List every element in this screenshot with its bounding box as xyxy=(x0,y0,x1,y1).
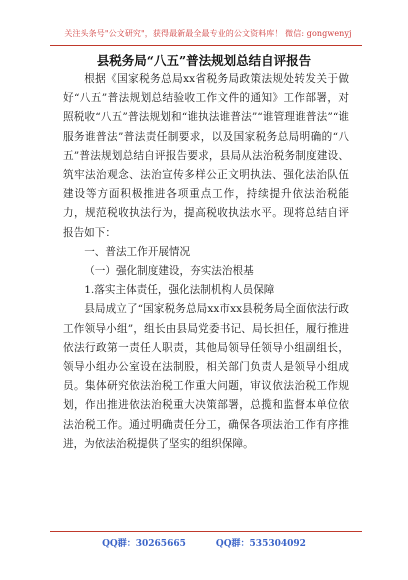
item-heading: 1.落实主体责任，强化法制机构人员保障 xyxy=(84,284,275,297)
subsection-heading: （一）强化制度建设，夯实法治根基 xyxy=(84,265,254,278)
bottom-divider xyxy=(50,531,362,532)
top-banner: 关注头条号"公文研究"，获得最新最全最专业的公文资料库！ 微信: gongwenyj xyxy=(64,29,352,38)
footer-qq-group-1: QQ群：30265665 xyxy=(102,539,186,549)
footer-qq-group-2: QQ群：535304092 xyxy=(215,539,306,549)
document-body xyxy=(63,70,349,454)
intro-paragraph: 根据《国家税务总局xx省税务局政策法规处转发关于做好“八五”普法规划总结验收工作文件的通知》工作部署，对照税收“八五”普法规划和“谁执法谁普法”“谁管理谁普法”“谁服务谁普法”普法责任制要求，以及国家税务总局明确的“八五”普法规划总结自评报告要求，县局从法治税务制度建设、筑牢法治观念、法治宣传多样公正文明执法、强化法治队伍建设等方面积极推进各项重点工作，持续提升依法治税能力，规范税收执法行为，提高税收执法水平。现将总结自评报告如下： xyxy=(63,73,349,239)
document-title: 县税务局“八五”普法规划总结自评报告 xyxy=(96,53,312,68)
footer xyxy=(0,536,408,549)
body-paragraph: 县局成立了“国家税务总局xx市xx县税务局全面依法行政工作领导小组”，组长由县局党委书记、局长担任，履行推进依法行政第一责任人职责，其他局领导任领导小组副组长，领导小组办公室设在法制股，相关部门负责人是领导小组成员。集体研究依法治税工作重大问题，审议依法治税工作规划，作出推进依法治税重大决策部署，总揽和监督本单位依法治税工作。通过明确责任分工，确保各项法治工作有序推进，为依法治税提供了坚实的组织保障。 xyxy=(63,303,349,450)
section-heading: 一、普法工作开展情况 xyxy=(84,245,191,258)
top-divider xyxy=(50,45,362,46)
